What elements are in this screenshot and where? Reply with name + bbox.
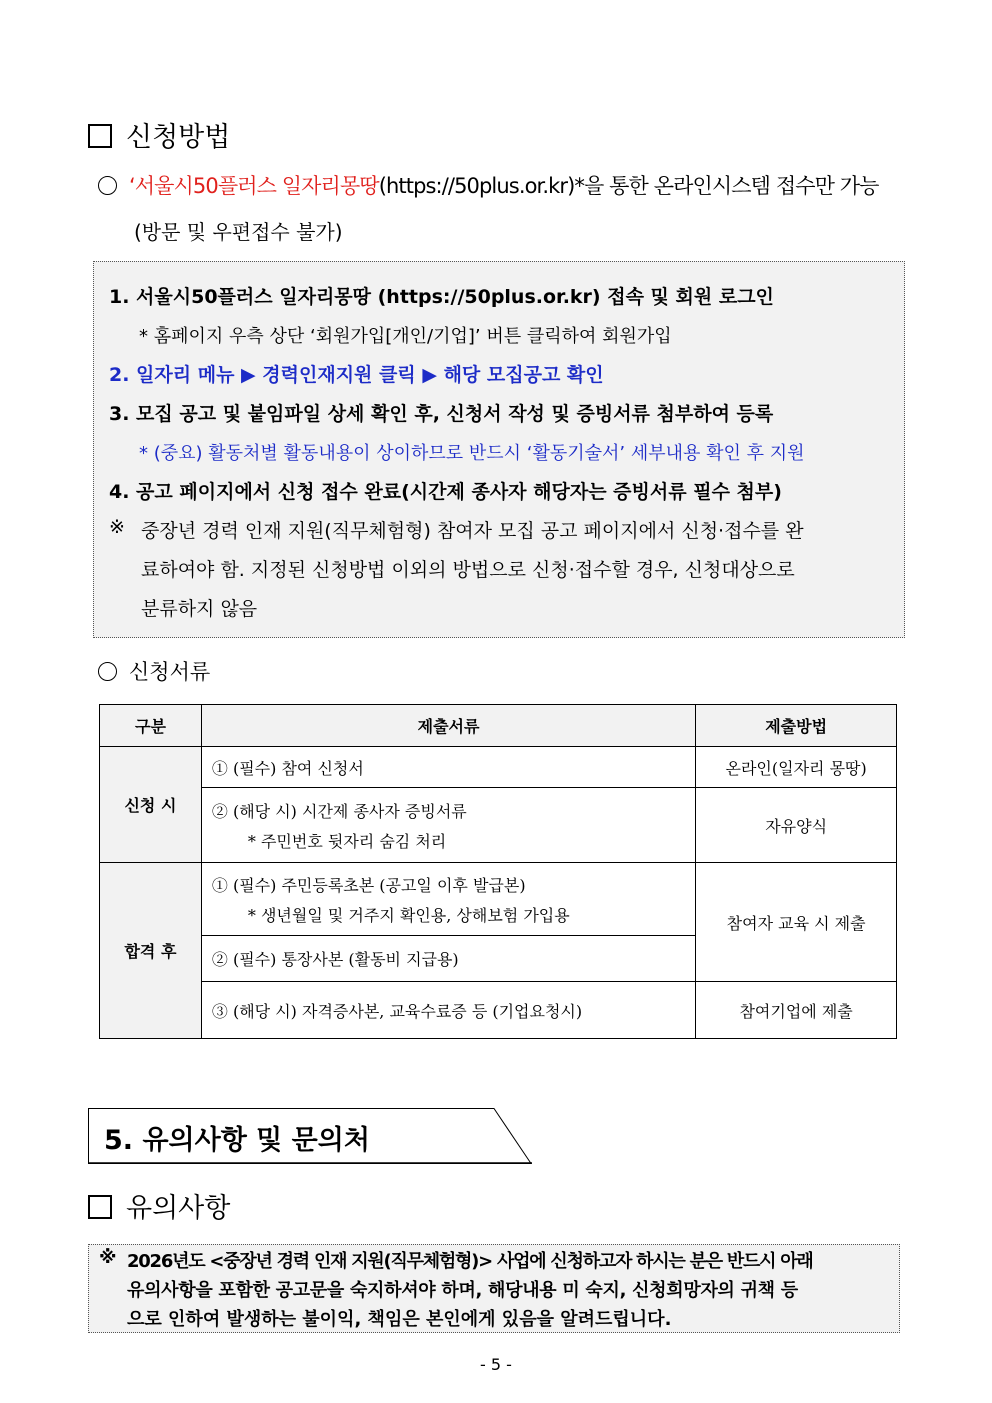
- warning-mark: ※: [109, 516, 125, 538]
- apply-method-note: (방문 및 우편접수 불가): [134, 220, 343, 244]
- chapter-5-title: 5. 유의사항 및 문의처: [104, 1125, 370, 1156]
- doc-cell: [201, 788, 695, 863]
- doc-cell: [201, 863, 695, 936]
- doc-title: ② (해당 시) 시간제 종사자 증빙서류: [211, 801, 467, 821]
- step-1: 1. 서울시50플러스 일자리몽땅 (https://50plus.or.kr) 접속 및 회원 로그인: [109, 286, 774, 308]
- checkbox-square-icon: [88, 124, 112, 148]
- method-cell: 자유양식: [696, 788, 897, 863]
- step-3-note: * (중요) 활동처별 활동내용이 상이하므로 반드시 ‘활동기술서’ 세부내용 확인 후 지원: [139, 443, 805, 464]
- section-heading-apply: 신청방법: [88, 115, 230, 154]
- notice-box: [88, 1244, 900, 1333]
- site-name-highlight: ‘서울시50플러스 일자리몽땅: [129, 174, 379, 198]
- doc-note: * 주민번호 뒷자리 숨김 처리: [247, 831, 447, 851]
- circle-bullet-icon: [98, 662, 117, 681]
- doc-cell: ① (필수) 참여 신청서: [201, 747, 695, 788]
- checkbox-square-icon: [88, 1195, 112, 1219]
- table-row: [100, 982, 897, 1039]
- step-4: 4. 공고 페이지에서 신청 접수 완료(시간제 종사자 해당자는 증빙서류 필수 첨부): [109, 481, 782, 503]
- docs-heading: 신청서류: [98, 656, 210, 686]
- table-row: [100, 788, 897, 863]
- table-header-row: [100, 705, 897, 747]
- procedure-box: [93, 261, 905, 638]
- doc-cell: ③ (해당 시) 자격증사본, 교육수료증 등 (기업요청시): [201, 982, 695, 1039]
- method-cell: 온라인(일자리 몽땅): [696, 747, 897, 788]
- doc-cell: ② (필수) 통장사본 (활동비 지급용): [201, 936, 695, 982]
- step-1-note: * 홈페이지 우측 상단 ‘회원가입[개인/기업]’ 버튼 클릭하여 회원가입: [139, 326, 672, 347]
- documents-table: [99, 704, 897, 1039]
- group-apply: 신청 시: [100, 747, 202, 863]
- notice-line-3: 으로 인하여 발생하는 불이익, 책임은 본인에게 있음을 알려드립니다.: [127, 1309, 672, 1330]
- apply-method-line: ‘서울시50플러스 일자리몽땅(https://50plus.or.kr)*을 통한 온라인시스템 접수만 가능: [98, 170, 879, 200]
- notice-line-2: 유의사항을 포함한 공고문을 숙지하셔야 하며, 해당내용 미 숙지, 신청희망자의 귀책 등: [127, 1280, 798, 1301]
- warning-line-2: 료하여야 함. 지정된 신청방법 이외의 방법으로 신청·접수할 경우, 신청대상으로: [141, 559, 795, 581]
- col-header-documents: 제출서류: [201, 705, 695, 747]
- col-header-method: 제출방법: [696, 705, 897, 747]
- chapter-5-header: [88, 1108, 532, 1164]
- warning-line-1: 중장년 경력 인재 지원(직무체험형) 참여자 모집 공고 페이지에서 신청·접수를 완: [141, 520, 804, 542]
- doc-note: * 생년월일 및 거주지 확인용, 상해보험 가입용: [247, 905, 570, 925]
- col-header-category: 구분: [100, 705, 202, 747]
- doc-title: ① (필수) 주민등록초본 (공고일 이후 발급본): [211, 875, 526, 895]
- notice-line-1: 2026년도 <중장년 경력 인재 지원(직무체험형)> 사업에 신청하고자 하시는 분은 반드시 아래: [127, 1251, 813, 1272]
- method-cell: 참여자 교육 시 제출: [696, 863, 897, 982]
- warning-line-3: 분류하지 않음: [141, 598, 258, 620]
- step-3: 3. 모집 공고 및 붙임파일 상세 확인 후, 신청서 작성 및 증빙서류 첨부하여 등록: [109, 403, 774, 425]
- table-row: [100, 863, 897, 936]
- section-heading-notes: 유의사항: [88, 1186, 230, 1225]
- page-number: - 5 -: [480, 1355, 512, 1374]
- step-2: 2. 일자리 메뉴 ▶ 경력인재지원 클릭 ▶ 해당 모집공고 확인: [109, 364, 604, 386]
- circle-bullet-icon: [98, 176, 117, 195]
- group-passed: 합격 후: [100, 863, 202, 1039]
- notice-mark: ※: [99, 1247, 117, 1268]
- method-cell: 참여기업에 제출: [696, 982, 897, 1039]
- table-row: [100, 747, 897, 788]
